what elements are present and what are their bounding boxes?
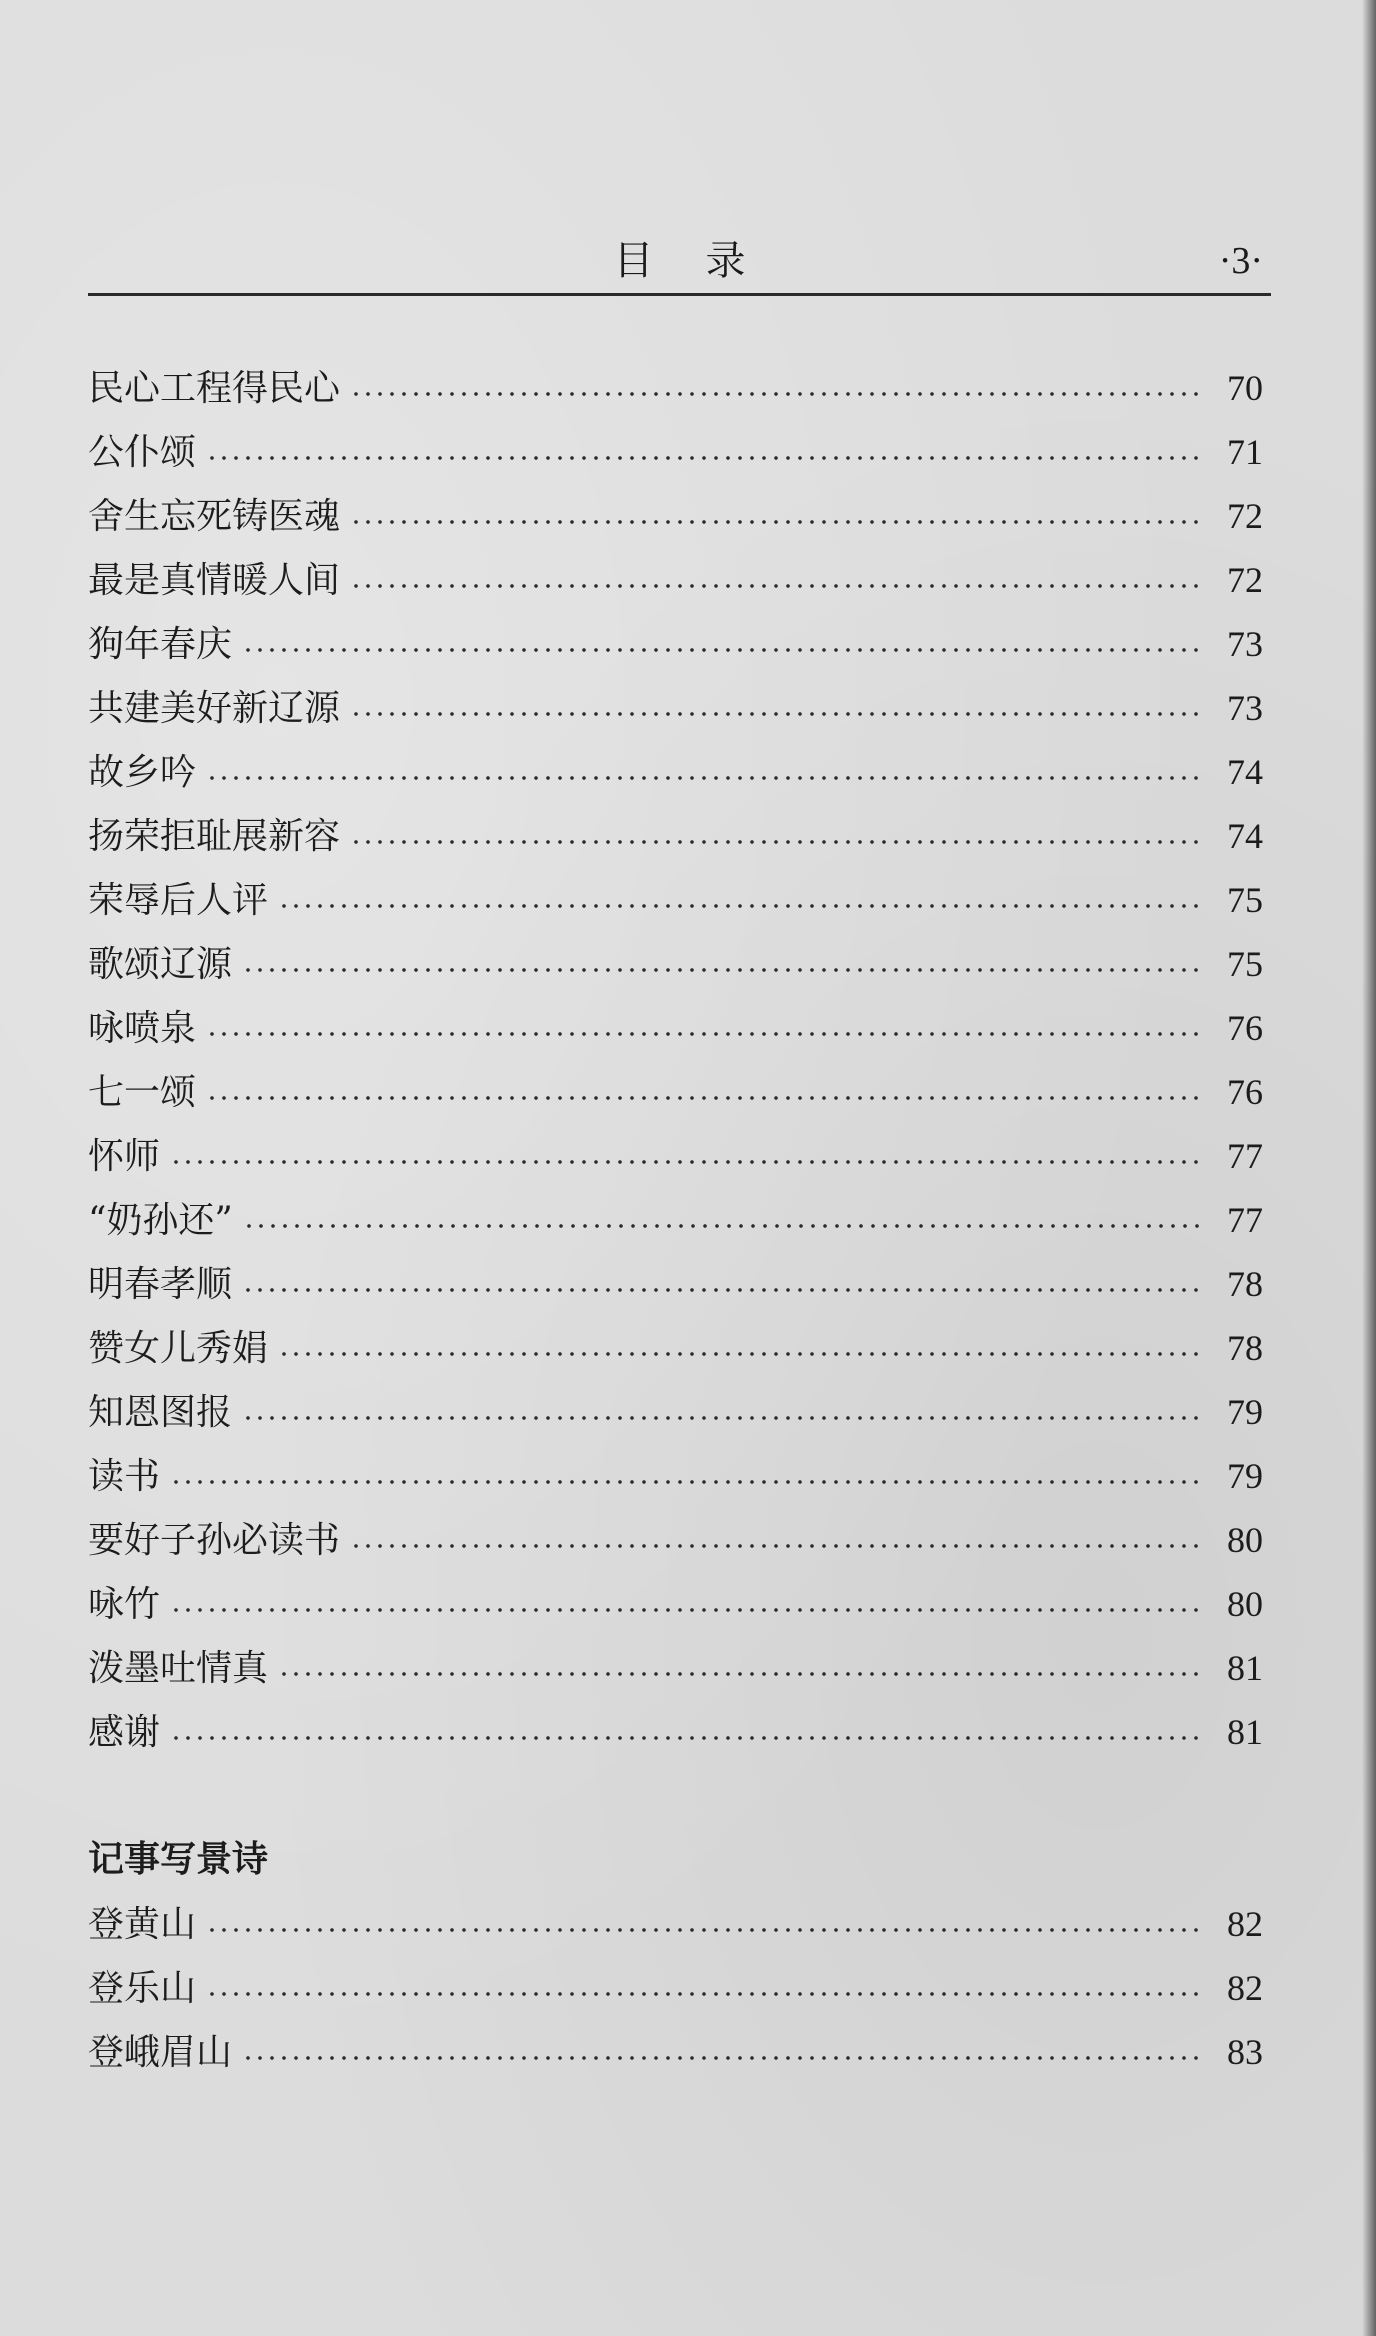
toc-group-2 (88, 1892, 1263, 2084)
toc-entry-page: 72 (1227, 496, 1263, 536)
toc-entry (88, 2020, 1263, 2084)
toc-entry-title: 读书 (88, 1456, 161, 1497)
toc-leader-dots (278, 1672, 1199, 1676)
page-number: ·3· (1218, 240, 1263, 282)
toc-entry (88, 356, 1263, 420)
toc-entry-page: 71 (1227, 432, 1263, 472)
toc-entry-page: 76 (1227, 1072, 1263, 1112)
toc-leader-dots (206, 1032, 1199, 1036)
toc-leader-dots (170, 1480, 1199, 1484)
toc-leader-dots (170, 1736, 1199, 1740)
toc-entry-title: 最是真情暖人间 (88, 560, 341, 601)
toc-entry-page: 79 (1227, 1456, 1263, 1496)
toc-entry (88, 548, 1263, 612)
toc-leader-dots (350, 392, 1199, 396)
toc-entry-page: 80 (1227, 1584, 1263, 1624)
toc-entry (88, 484, 1263, 548)
toc-leader-dots (206, 776, 1199, 780)
page-header (88, 228, 1271, 294)
toc-entry (88, 1636, 1263, 1700)
toc-entry-title: 登峨眉山 (88, 2032, 233, 2073)
section-heading: 记事写景诗 (88, 1839, 269, 1880)
toc-entry-title: 舍生忘死铸医魂 (88, 496, 341, 537)
toc-leader-dots (278, 1352, 1199, 1356)
toc-entry-page: 80 (1227, 1520, 1263, 1560)
toc-entry (88, 1444, 1263, 1508)
toc-entry (88, 1188, 1263, 1252)
toc-entry (88, 868, 1263, 932)
toc-leader-dots (170, 1608, 1199, 1612)
toc-entry-page: 73 (1227, 624, 1263, 664)
toc-entry-page: 75 (1227, 880, 1263, 920)
toc-leader-dots (242, 1288, 1199, 1292)
toc-entry-title: 要好子孙必读书 (88, 1520, 341, 1561)
toc-entry-page: 81 (1227, 1648, 1263, 1688)
toc-entry (88, 932, 1263, 996)
toc-entry (88, 1316, 1263, 1380)
toc-entry (88, 612, 1263, 676)
toc-leader-dots (350, 840, 1199, 844)
toc-leader-dots (206, 1992, 1199, 1996)
toc-entry-page: 77 (1227, 1136, 1263, 1176)
toc-entry-title: 咏竹 (88, 1584, 161, 1625)
toc-entry (88, 1380, 1263, 1444)
toc-leader-dots (242, 2056, 1199, 2060)
toc-entry-page: 81 (1227, 1712, 1263, 1752)
toc-entry-title: 感谢 (88, 1712, 161, 1753)
toc-leader-dots (350, 520, 1199, 524)
toc-group-1 (88, 356, 1263, 1764)
toc-entry-title: 七一颂 (88, 1072, 197, 1113)
toc-entry-title: 咏喷泉 (88, 1008, 197, 1049)
toc-leader-dots (242, 968, 1199, 972)
toc-leader-dots (243, 1224, 1199, 1228)
toc-entry-title: 荣辱后人评 (88, 880, 269, 921)
toc-entry-title: 泼墨吐情真 (88, 1648, 269, 1689)
toc-entry-page: 73 (1227, 688, 1263, 728)
toc-entry-page: 78 (1227, 1328, 1263, 1368)
toc-leader-dots (170, 1160, 1199, 1164)
toc-entry (88, 420, 1263, 484)
toc-entry (88, 740, 1263, 804)
toc-entry-page: 79 (1227, 1392, 1263, 1432)
toc-entry (88, 1956, 1263, 2020)
toc-entry-title: 扬荣拒耻展新容 (88, 816, 341, 857)
toc-entry-title: 民心工程得民心 (88, 368, 341, 409)
toc-leader-dots (242, 648, 1199, 652)
running-title: 目录 (613, 238, 798, 284)
toc-entry-page: 77 (1227, 1200, 1263, 1240)
toc-entry (88, 1700, 1263, 1764)
header-rule (88, 293, 1271, 296)
toc-entry (88, 1892, 1263, 1956)
toc-leader-dots (350, 1544, 1199, 1548)
toc-entry-title: 登乐山 (88, 1968, 197, 2009)
toc-entry-title: 怀师 (88, 1136, 161, 1177)
toc-entry-page: 72 (1227, 560, 1263, 600)
toc-entry-page: 75 (1227, 944, 1263, 984)
toc-leader-dots (278, 904, 1199, 908)
toc-leader-dots (350, 584, 1199, 588)
toc-entry-title: 狗年春庆 (88, 624, 233, 665)
toc-entry (88, 1124, 1263, 1188)
toc-entry (88, 1060, 1263, 1124)
toc-entry-page: 82 (1227, 1904, 1263, 1944)
toc-entry (88, 676, 1263, 740)
toc-entry (88, 804, 1263, 868)
toc-entry-page: 78 (1227, 1264, 1263, 1304)
toc-entry-page: 83 (1227, 2032, 1263, 2072)
toc-entry (88, 1252, 1263, 1316)
toc-entry-page: 70 (1227, 368, 1263, 408)
toc-entry-title: “奶孙还” (88, 1200, 233, 1241)
toc-leader-dots (206, 456, 1199, 460)
toc-entry (88, 1572, 1263, 1636)
toc-entry-page: 74 (1227, 816, 1263, 856)
toc-entry-page: 82 (1227, 1968, 1263, 2008)
toc-entry-title: 登黄山 (88, 1904, 197, 1945)
toc-leader-dots (242, 1416, 1199, 1420)
toc-entry-title: 明春孝顺 (88, 1264, 233, 1305)
toc-leader-dots (350, 712, 1199, 716)
toc-entry (88, 996, 1263, 1060)
toc-entry-page: 76 (1227, 1008, 1263, 1048)
toc-entry-page: 74 (1227, 752, 1263, 792)
toc-leader-dots (206, 1928, 1199, 1932)
toc-entry-title: 赞女儿秀娟 (88, 1328, 269, 1369)
toc-entry-title: 知恩图报 (88, 1392, 233, 1433)
toc-entry (88, 1508, 1263, 1572)
toc-entry-title: 公仆颂 (88, 432, 197, 473)
toc-entry-title: 共建美好新辽源 (88, 688, 341, 729)
toc-entry-title: 故乡吟 (88, 752, 197, 793)
toc-leader-dots (206, 1096, 1199, 1100)
table-of-contents (88, 356, 1263, 2084)
toc-entry-title: 歌颂辽源 (88, 944, 233, 985)
